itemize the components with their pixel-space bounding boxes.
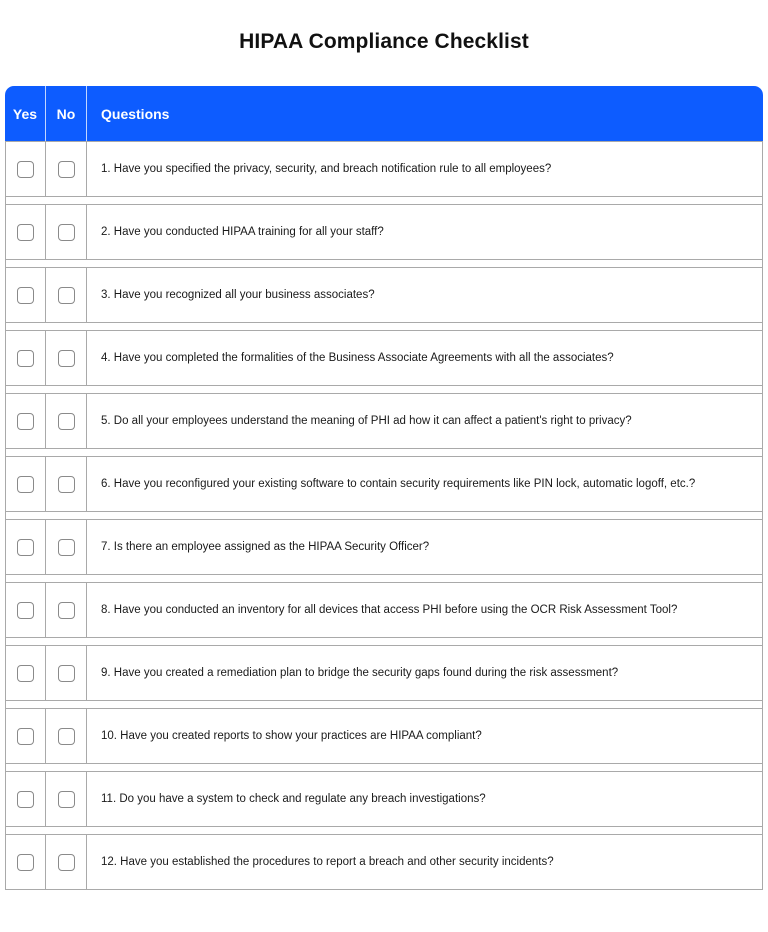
yes-checkbox[interactable]	[17, 350, 34, 367]
row-separator	[5, 449, 763, 456]
row-separator	[5, 512, 763, 519]
question-text: 7. Is there an employee assigned as the HIPAA Security Officer?	[101, 541, 430, 553]
no-cell	[46, 331, 87, 385]
yes-checkbox[interactable]	[17, 539, 34, 556]
no-checkbox[interactable]	[58, 539, 75, 556]
row-separator	[5, 638, 763, 645]
question-text: 11. Do you have a system to check and regulate any breach investigations?	[101, 793, 486, 805]
yes-checkbox[interactable]	[17, 224, 34, 241]
table-row	[5, 141, 763, 197]
no-checkbox[interactable]	[58, 728, 75, 745]
table-row	[5, 519, 763, 575]
yes-checkbox[interactable]	[17, 287, 34, 304]
question-text: 12. Have you established the procedures to report a breach and other security incidents?	[101, 856, 554, 868]
row-separator	[5, 827, 763, 834]
no-cell	[46, 457, 87, 511]
no-cell	[46, 142, 87, 196]
no-checkbox[interactable]	[58, 665, 75, 682]
table-row	[5, 708, 763, 764]
question-text: 2. Have you conducted HIPAA training for all your staff?	[101, 226, 384, 238]
header-no: No	[46, 86, 87, 141]
yes-cell	[6, 205, 46, 259]
question-text: 3. Have you recognized all your business associates?	[101, 289, 375, 301]
table-header	[5, 86, 763, 141]
question-text: 9. Have you created a remediation plan to bridge the security gaps found during the risk assessment?	[101, 667, 619, 679]
question-text: 5. Do all your employees understand the meaning of PHI ad how it can affect a patient's right to privacy?	[101, 415, 632, 427]
no-cell	[46, 520, 87, 574]
yes-checkbox[interactable]	[17, 854, 34, 871]
yes-checkbox[interactable]	[17, 728, 34, 745]
table-row	[5, 456, 763, 512]
yes-cell	[6, 331, 46, 385]
no-cell	[46, 583, 87, 637]
table-row	[5, 267, 763, 323]
yes-cell	[6, 709, 46, 763]
no-checkbox[interactable]	[58, 224, 75, 241]
yes-cell	[6, 520, 46, 574]
table-body	[5, 141, 763, 890]
yes-checkbox[interactable]	[17, 413, 34, 430]
row-separator	[5, 197, 763, 204]
question-text: 6. Have you reconfigured your existing software to contain security requirements like PIN lock, automatic logoff, etc.?	[101, 478, 696, 490]
header-yes: Yes	[5, 86, 46, 141]
table-row	[5, 582, 763, 638]
yes-checkbox[interactable]	[17, 791, 34, 808]
no-checkbox[interactable]	[58, 791, 75, 808]
table-row	[5, 330, 763, 386]
yes-cell	[6, 646, 46, 700]
table-row	[5, 645, 763, 701]
no-cell	[46, 268, 87, 322]
row-separator	[5, 323, 763, 330]
no-cell	[46, 394, 87, 448]
row-separator	[5, 386, 763, 393]
no-checkbox[interactable]	[58, 350, 75, 367]
yes-cell	[6, 457, 46, 511]
no-checkbox[interactable]	[58, 161, 75, 178]
table-row	[5, 393, 763, 449]
row-separator	[5, 575, 763, 582]
yes-checkbox[interactable]	[17, 161, 34, 178]
yes-checkbox[interactable]	[17, 665, 34, 682]
yes-cell	[6, 772, 46, 826]
table-row	[5, 771, 763, 827]
no-checkbox[interactable]	[58, 413, 75, 430]
question-text: 8. Have you conducted an inventory for all devices that access PHI before using the OCR Risk Assessment Tool?	[101, 604, 678, 616]
row-separator	[5, 764, 763, 771]
no-cell	[46, 835, 87, 889]
page-title: HIPAA Compliance Checklist	[239, 30, 529, 53]
no-cell	[46, 709, 87, 763]
no-checkbox[interactable]	[58, 854, 75, 871]
table-row	[5, 204, 763, 260]
no-cell	[46, 646, 87, 700]
no-checkbox[interactable]	[58, 287, 75, 304]
checklist-table	[5, 86, 763, 890]
yes-checkbox[interactable]	[17, 602, 34, 619]
yes-cell	[6, 394, 46, 448]
header-questions: Questions	[101, 105, 170, 122]
question-text: 10. Have you created reports to show your practices are HIPAA compliant?	[101, 730, 482, 742]
yes-cell	[6, 583, 46, 637]
row-separator	[5, 701, 763, 708]
yes-cell	[6, 142, 46, 196]
table-row	[5, 834, 763, 890]
yes-cell	[6, 835, 46, 889]
no-checkbox[interactable]	[58, 476, 75, 493]
question-text: 1. Have you specified the privacy, security, and breach notification rule to all employees?	[101, 163, 552, 175]
no-cell	[46, 772, 87, 826]
no-cell	[46, 205, 87, 259]
yes-checkbox[interactable]	[17, 476, 34, 493]
question-text: 4. Have you completed the formalities of the Business Associate Agreements with all the associates?	[101, 352, 614, 364]
yes-cell	[6, 268, 46, 322]
no-checkbox[interactable]	[58, 602, 75, 619]
row-separator	[5, 260, 763, 267]
